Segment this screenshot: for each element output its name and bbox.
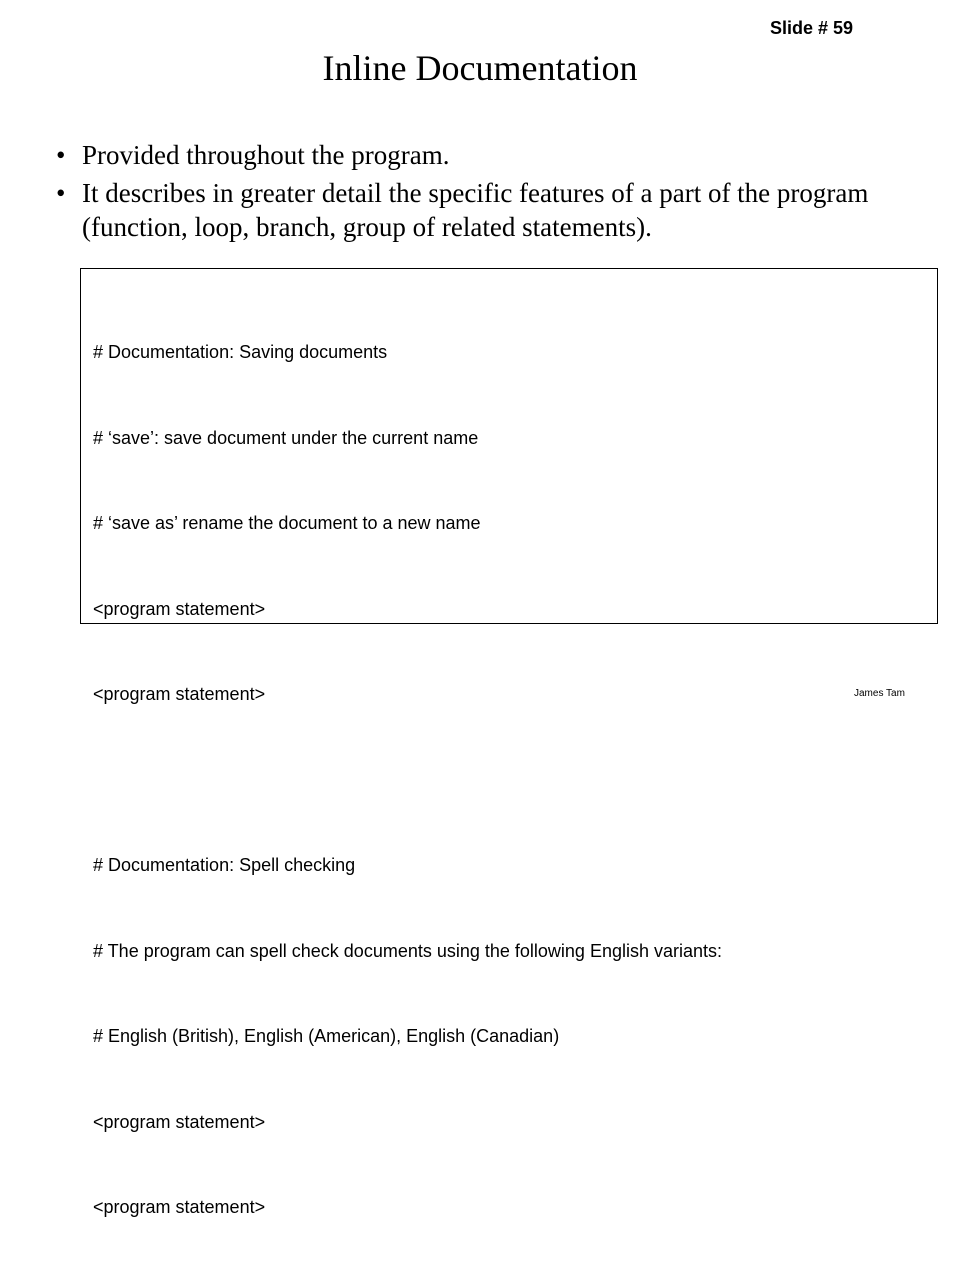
bullet-dot-icon: • bbox=[56, 178, 66, 208]
code-line: # Documentation: Spell checking bbox=[93, 855, 356, 875]
code-line: <program statement> bbox=[93, 684, 266, 704]
code-line: # English (British), English (American), English (Canadian) bbox=[93, 1026, 560, 1046]
code-line: # ‘save as’ rename the document to a new name bbox=[93, 513, 481, 533]
author-credit: James Tam bbox=[854, 688, 905, 699]
slide-number: Slide # 59 bbox=[770, 18, 854, 38]
bullet-dot-icon: • bbox=[56, 140, 66, 170]
bullet-item bbox=[56, 176, 916, 244]
code-line: <program statement> bbox=[93, 598, 266, 619]
bullet-list bbox=[56, 138, 916, 248]
code-line: # ‘save’: save document under the current name bbox=[93, 427, 479, 448]
code-line: <program statement> bbox=[93, 1111, 266, 1132]
bullet-item bbox=[56, 138, 916, 172]
bullet-text: It describes in greater detail the specific features of a part of the program (function, loop, branch, group of related statements). bbox=[82, 178, 869, 242]
code-line: # Documentation: Saving documents bbox=[93, 342, 388, 362]
code-line: <program statement> bbox=[93, 1197, 266, 1217]
code-line-blank bbox=[93, 766, 937, 795]
bullet-text: Provided throughout the program. bbox=[82, 140, 450, 170]
code-line: # The program can spell check documents using the following English variants: bbox=[93, 940, 723, 961]
slide-title: Inline Documentation bbox=[322, 48, 638, 88]
